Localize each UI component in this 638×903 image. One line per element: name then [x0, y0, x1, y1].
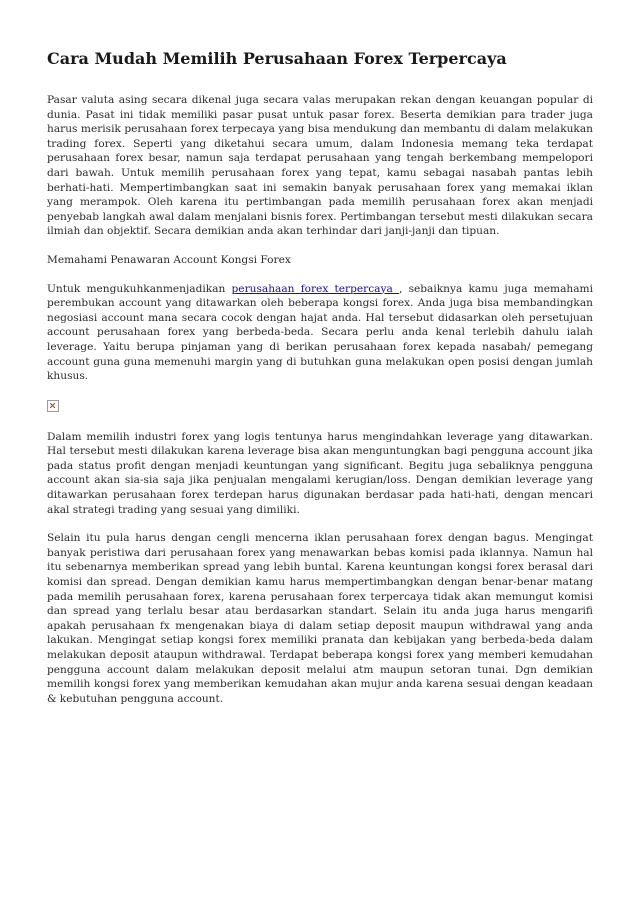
document-title: Cara Mudah Memilih Perusahaan Forex Terpercaya: [47, 49, 507, 68]
broken-image-icon: [47, 400, 59, 412]
paragraph-iklan: Selain itu pula harus dengan cengli mencerna iklan perusahaan forex dengan bagus. Mengingat banyak peristiwa dari perusahaan forex yang menawarkan bebas komisi pada iklannya. Namun hal itu sebenarnya memberikan spread yang lebih buntal. Karena keuntungan kongsi forex berasal dari komisi dan spread. Dengan demikian kamu harus mempertimbangkan dengan benar-benar matang pada memilih perusahaan forex, karena perusahaan forex terpercaya tidak akan memungut komisi dan spread yang terlalu besar atau berdasarkan standart. Selain itu anda juga harus mengarifi apakah perusahaan fx mengenakan biaya di dalam setiap deposit maupun withdrawal yang anda lakukan. Mengingat setiap kongsi forex memiliki pranata dan kebijakan yang berbeda-beda dalam melakukan deposit ataupun withdrawal. Terdapat beberapa kongsi forex yang memberi kemudahan pengguna account dalam melakukan deposit melalui atm maupun setoran tunai. Dgn demikian memilih kongsi forex yang memberikan kemudahan akan mujur anda karena sesuai dengan keadaan & kebutuhan pengguna account.: [47, 532, 593, 705]
paragraph-account-rest: , sebaiknya kamu juga memahami perembukan account yang ditawarkan oleh beberapa kongsi forex. Anda juga bisa membandingkan negosiasi account mana secara cocok dengan hajat anda. Hal tersebut didasarkan oleh persetujuan account perusahaan forex yang berbeda-beda. Secara perlu anda kenal terlebih dahulu ialah leverage. Yaitu berupa pinjaman yang di berikan perusahaan forex kepada nasabah/ pemegang account guna guna memenuhi margin yang di butuhkan guna melakukan open posisi dengan jumlah khusus.: [47, 282, 593, 383]
perusahaan-forex-link[interactable]: perusahaan forex terpercaya: [231, 282, 399, 295]
paragraph-leverage: Dalam memilih industri forex yang logis tentunya harus mengindahkan leverage yang ditawarkan. Hal tersebut mesti dilakukan karena leverage bisa akan menguntungkan bagi pengguna account jika pada status profit dengan menjadi keuntungan yang significant. Begitu juga sebaliknya pengguna account akan sia-sia saja jika penjualan mengalami kerugian/loss. Dengan demikian leverage yang ditawarkan perusahaan forex terdepan harus digunakan berdasar pada hati-hati, dengan mencari akal strategi trading yang sesuai yang dimiliki.: [47, 430, 593, 516]
image-placeholder: [47, 398, 593, 430]
paragraph-account-start: Untuk mengukuhkanmenjadikan: [47, 282, 232, 295]
paragraph-intro: Pasar valuta asing secara dikenal juga secara valas merupakan rekan dengan keuangan popular di dunia. Pasat ini tidak memiliki pasar pusat untuk pasar forex. Beserta demikian para trader juga harus merisik perusahaan forex terpecaya yang bisa mendukung dan membantu di dalam melakukan trading forex. Seperti yang diketahui secara umum, dalam Indonesia memang teka terdapat perusahaan forex besar, namun saja terdapat perusahaan yang tengah berkembang mempelopori dari bawah. Untuk memilih perusahaan forex yang tepat, kamu sebagai nasabah pantas lebih berhati-hati. Mempertimbangkan saat ini semakin banyak perusahaan forex yang memakai iklan yang merampok. Oleh karena itu pertimbangan pada memilih perusahaan forex akan menjadi penyebab langkah awal dalam menjalani bisnis forex. Pertimbangan tersebut mesti dilakukan secara ilmiah dan objektif. Secara demikian anda akan terhindar dari janji-janji dan tipuan.: [47, 94, 593, 238]
paragraph-account: [47, 282, 593, 384]
section-subheading: Memahami Penawaran Account Kongsi Forex: [47, 253, 291, 266]
document-page: [47, 48, 593, 720]
